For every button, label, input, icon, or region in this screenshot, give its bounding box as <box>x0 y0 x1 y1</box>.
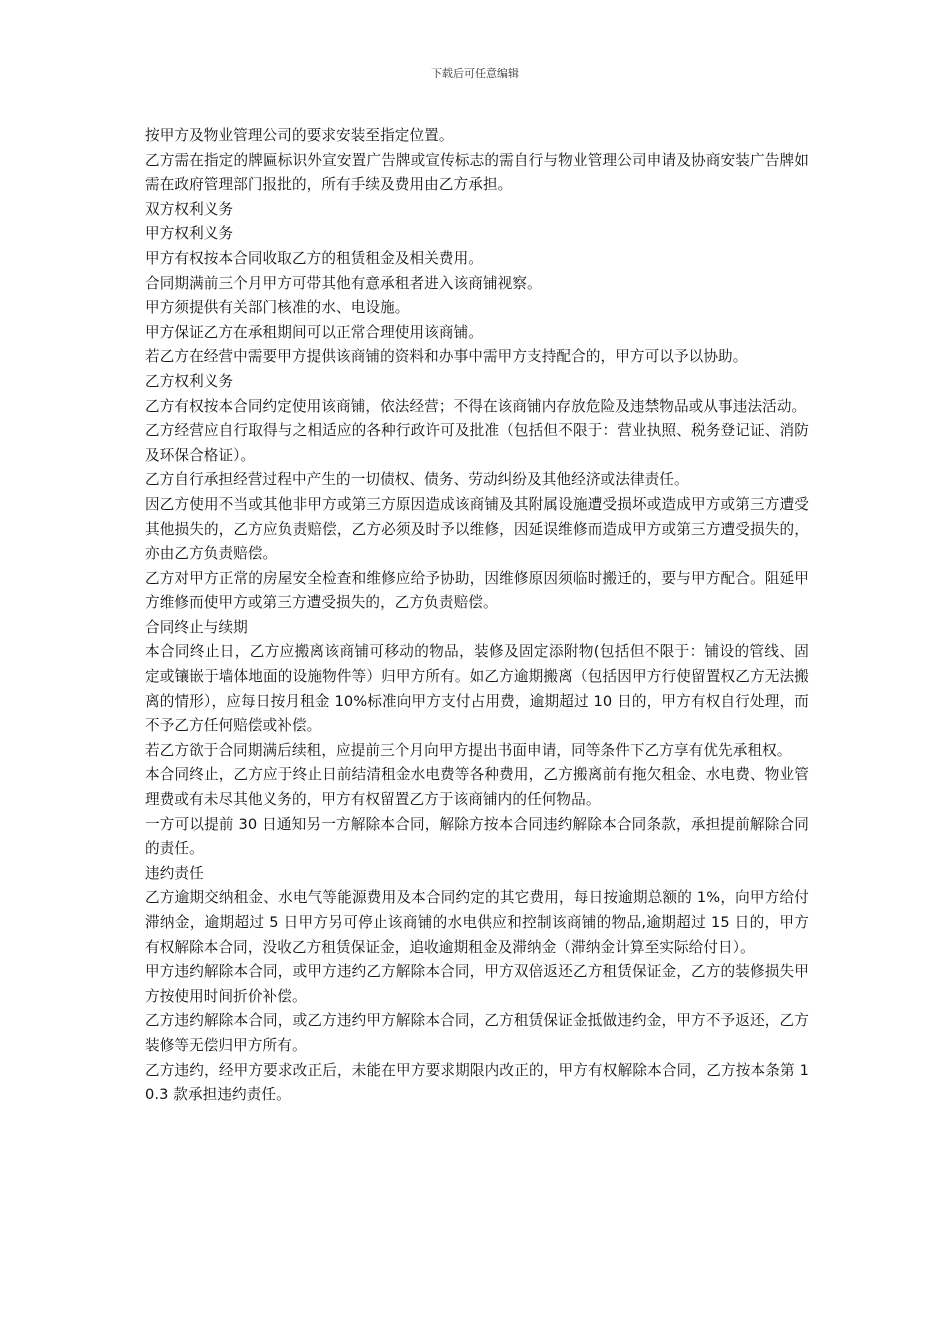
paragraph: 乙方违约，经甲方要求改正后，未能在甲方要求期限内改正的，甲方有权解除本合同，乙方按本条第 10.3 款承担违约责任。 <box>145 1061 809 1104</box>
paragraph: 按甲方及物业管理公司的要求安装至指定位置。 <box>145 127 454 144</box>
paragraph: 本合同终止日，乙方应搬离该商铺可移动的物品，装修及固定添附物(包括但不限于：铺设的管线、固定或镶嵌于墙体地面的设施物件等）归甲方所有。如乙方逾期搬离（包括因甲方行使留置权乙方无法搬离的情形），应每日按月租金 10%标准向甲方支付占用费，逾期超过 10 日的，甲方有权自行处理，而不予乙方任何赔偿或补偿。 <box>145 643 809 735</box>
page-header: 下载后可任意编辑 <box>431 67 519 80</box>
paragraph: 合同期满前三个月甲方可带其他有意承租者进入该商铺视察。 <box>145 274 542 292</box>
paragraph: 乙方逾期交纳租金、水电气等能源费用及本合同约定的其它费用，每日按逾期总额的 1%，向甲方给付滞纳金，逾期超过 5 日甲方另可停止该商铺的水电供应和控制该商铺的物品,逾期超过 15 日的，甲方有权解除本合同，没收乙方租赁保证金，追收逾期租金及滞纳金（滞纳金计算至实际给付日）。 <box>145 889 809 956</box>
paragraph: 甲方有权按本合同收取乙方的租赁租金及相关费用。 <box>145 249 483 267</box>
subsection-heading: 乙方权利义务 <box>145 372 234 390</box>
paragraph: 甲方违约解除本合同，或甲方违约乙方解除本合同，甲方双倍返还乙方租赁保证金，乙方的装修损失甲方按使用时间折价补偿。 <box>145 963 809 1005</box>
paragraph: 甲方保证乙方在承租期间可以正常合理使用该商铺。 <box>145 323 483 341</box>
section-heading: 双方权利义务 <box>145 200 234 218</box>
section-heading: 违约责任 <box>145 864 204 882</box>
paragraph: 乙方违约解除本合同，或乙方违约甲方解除本合同，乙方租赁保证金抵做违约金，甲方不予返还，乙方装修等无偿归甲方所有。 <box>145 1012 809 1054</box>
paragraph: 乙方经营应自行取得与之相适应的各种行政许可及批准（包括但不限于：营业执照、税务登记证、消防及环保合格证）。 <box>145 422 809 464</box>
paragraph: 若乙方在经营中需要甲方提供该商铺的资料和办事中需甲方支持配合的，甲方可以予以协助。 <box>145 348 748 366</box>
paragraph: 乙方需在指定的牌匾标识外宣安置广告牌或宣传标志的需自行与物业管理公司申请及协商安装广告牌如需在政府管理部门报批的，所有手续及费用由乙方承担。 <box>145 151 809 194</box>
document-body <box>145 124 809 1108</box>
subsection-heading: 甲方权利义务 <box>145 225 234 243</box>
paragraph: 因乙方使用不当或其他非甲方或第三方原因造成该商铺及其附属设施遭受损坏或造成甲方或第三方遭受其他损失的，乙方应负责赔偿，乙方必须及时予以维修，因延误维修而造成甲方或第三方遭受损失的，亦由乙方负责赔偿。 <box>145 495 809 563</box>
section-heading: 合同终止与续期 <box>145 618 248 636</box>
paragraph: 乙方有权按本合同约定使用该商铺，依法经营；不得在该商铺内存放危险及违禁物品或从事违法活动。 <box>145 397 807 415</box>
paragraph: 一方可以提前 30 日通知另一方解除本合同，解除方按本合同违约解除本合同条款，承担提前解除合同的责任。 <box>145 815 809 858</box>
paragraph: 乙方自行承担经营过程中产生的一切债权、债务、劳动纠纷及其他经济或法律责任。 <box>145 471 689 489</box>
paragraph: 若乙方欲于合同期满后续租，应提前三个月向甲方提出书面申请，同等条件下乙方享有优先承租权。 <box>145 741 792 759</box>
paragraph: 本合同终止，乙方应于终止日前结清租金水电费等各种费用，乙方搬离前有拖欠租金、水电费、物业管理费或有未尽其他义务的，甲方有权留置乙方于该商铺内的任何物品。 <box>145 766 809 809</box>
paragraph: 乙方对甲方正常的房屋安全检查和维修应给予协助，因维修原因须临时搬迁的，要与甲方配合。阻延甲方维修而使甲方或第三方遭受损失的，乙方负责赔偿。 <box>145 569 809 612</box>
paragraph: 甲方须提供有关部门核准的水、电设施。 <box>145 299 410 317</box>
